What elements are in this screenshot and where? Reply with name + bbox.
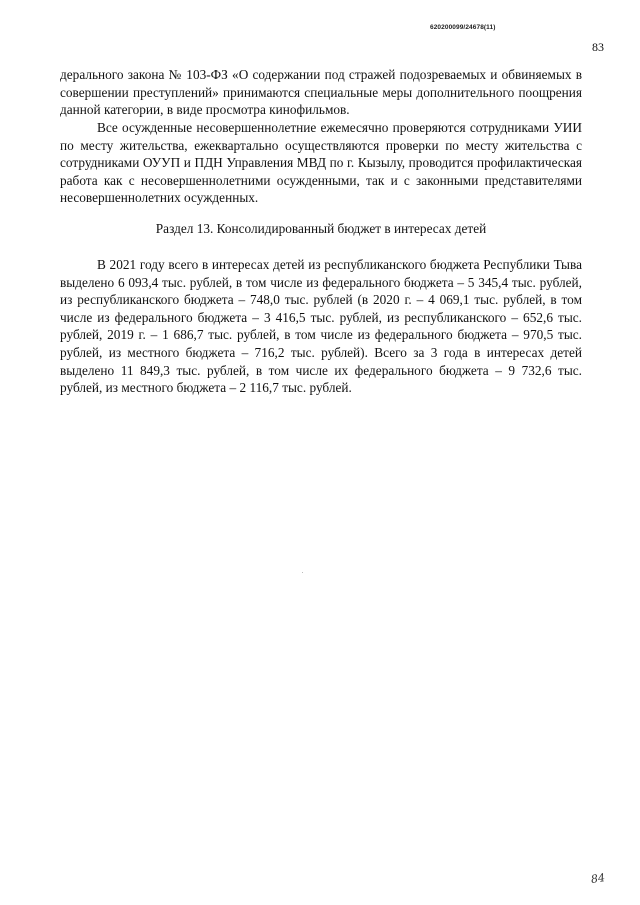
page-number: 83 (592, 40, 604, 54)
section-heading: Раздел 13. Консолидированный бюджет в интересах детей (155, 221, 487, 236)
inspections-text: Все осужденные несовершеннолетние ежемесячно проверяются сотрудниками УИИ по месту жительства, ежеквартально осуществляются проверки по месту жительства с сотрудниками ОУУП и ПДН Управления МВД по г. Кызылу, проводится профилактическая работа как с несовершеннолетними осужденными, так и с законными представителями несовершеннолетних осужденных. (60, 120, 582, 206)
document-id: 620200099/24678(11) (430, 24, 496, 31)
scan-speck (302, 572, 303, 573)
handwritten-page-mark: 84 (590, 871, 606, 886)
continuation-paragraph (60, 66, 582, 119)
continuation-text: дерального закона № 103-ФЗ «О содержании под стражей подозреваемых и обвиняемых в совершении преступлений» принимаются специальные меры дополнительного поощрения данной категории, в виде просмотра кинофильмов. (60, 67, 582, 118)
inspections-paragraph (60, 119, 582, 207)
budget-paragraph (60, 256, 582, 397)
budget-text: В 2021 году всего в интересах детей из республиканского бюджета Республики Тыва выделено 6 093,4 тыс. рублей, в том числе из федерального бюджета – 5 345,4 тыс. рублей, из республиканского бюджета – 748,0 тыс. рублей (в 2020 г. – 4 069,1 тыс. рублей, в том числе из федерального бюджета – 3 416,5 тыс. рублей, из республиканского – 652,6 тыс. рублей, 2019 г. – 1 686,7 тыс. рублей, в том числе из федерального бюджета – 970,5 тыс. рублей, из местного бюджета – 716,2 тыс. рублей). Всего за 3 года в интересах детей выделено 11 849,3 тыс. рублей, в том числе их федерального бюджета – 9 732,6 тыс. рублей, из местного бюджета – 2 116,7 тыс. рублей. (60, 257, 582, 396)
